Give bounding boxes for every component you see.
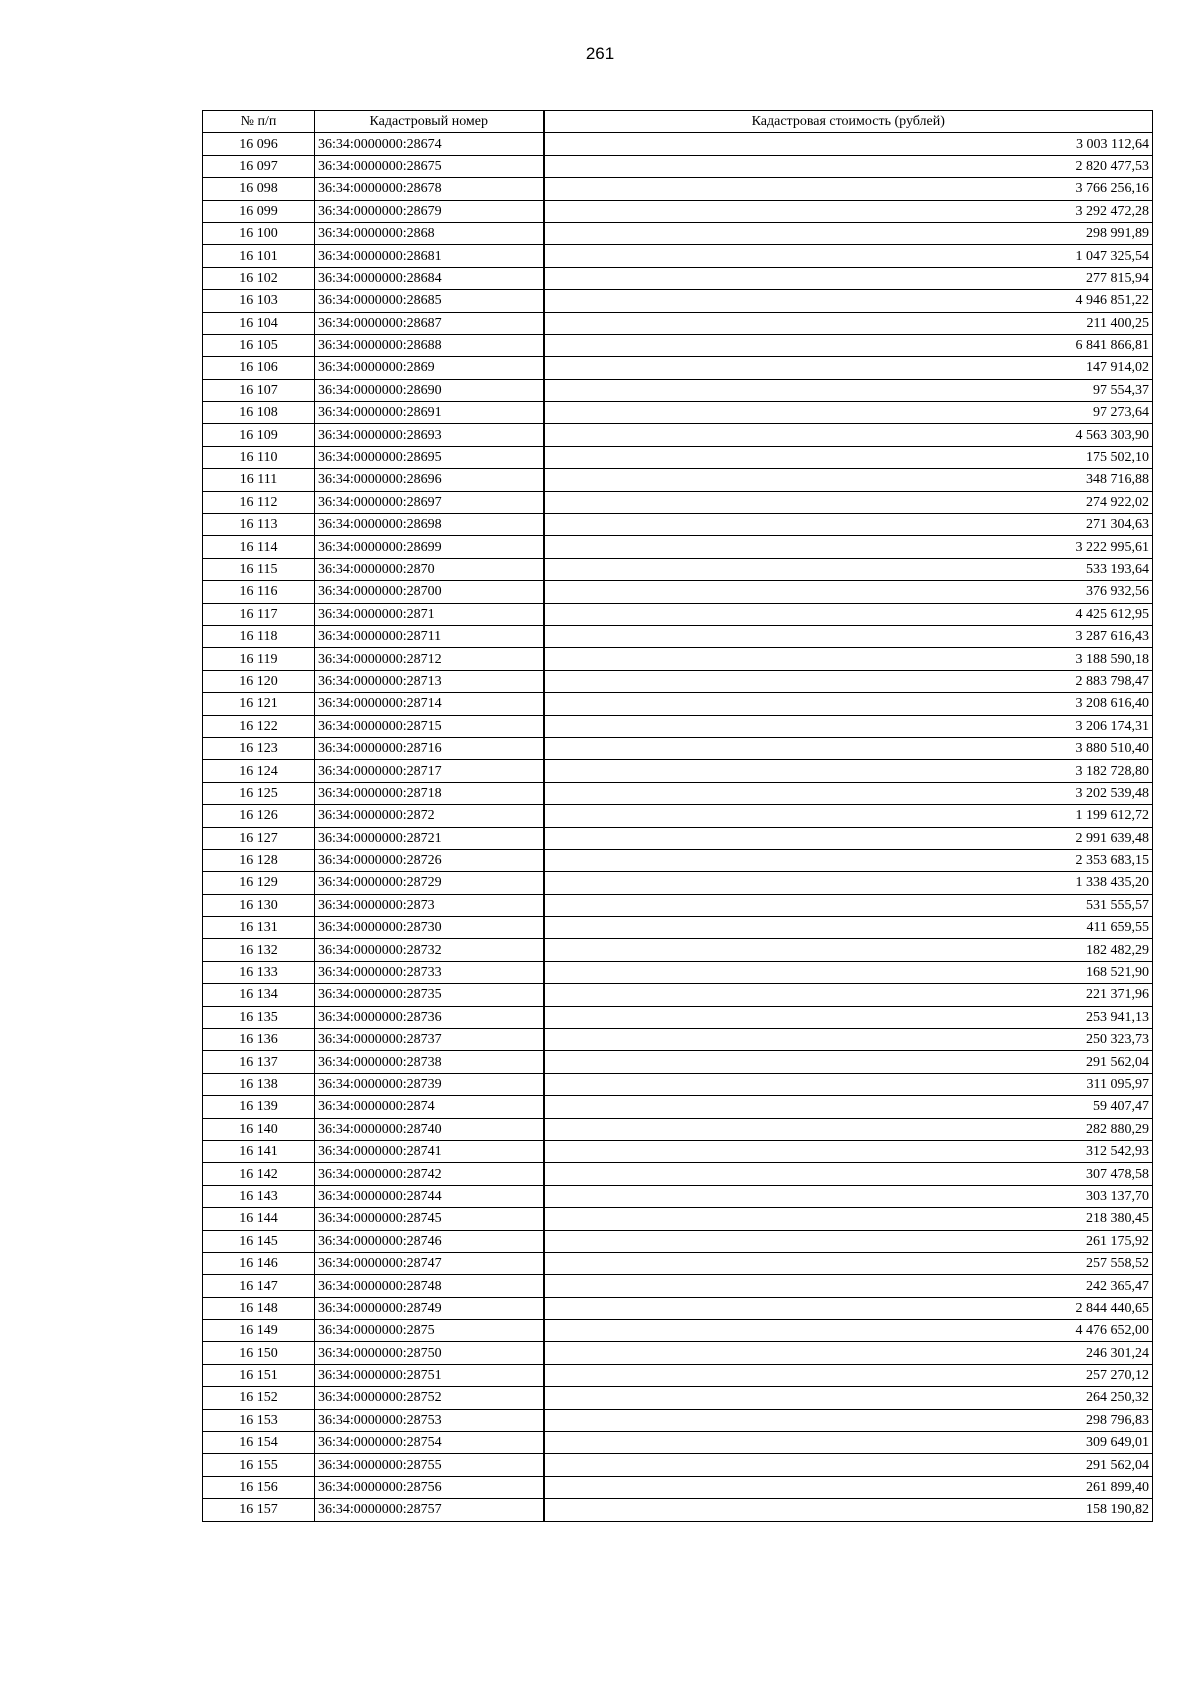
cadastral-value-cell: 253 941,13 xyxy=(544,1006,1153,1028)
cadastral-number-cell: 36:34:0000000:28745 xyxy=(315,1208,544,1230)
table-row xyxy=(203,178,1153,200)
cadastral-number-cell: 36:34:0000000:28729 xyxy=(315,872,544,894)
cadastral-value-cell: 218 380,45 xyxy=(544,1208,1153,1230)
cadastral-number-cell: 36:34:0000000:28697 xyxy=(315,491,544,513)
row-number-cell: 16 098 xyxy=(203,178,315,200)
cadastral-value-cell: 298 796,83 xyxy=(544,1409,1153,1431)
cadastral-number-cell: 36:34:0000000:28717 xyxy=(315,760,544,782)
cadastral-number-cell: 36:34:0000000:28687 xyxy=(315,312,544,334)
row-number-cell: 16 116 xyxy=(203,581,315,603)
row-number-cell: 16 119 xyxy=(203,648,315,670)
table-row xyxy=(203,1476,1153,1498)
cadastral-number-cell: 36:34:0000000:28746 xyxy=(315,1230,544,1252)
table-row xyxy=(203,849,1153,871)
row-number-cell: 16 117 xyxy=(203,603,315,625)
cadastral-number-cell: 36:34:0000000:28721 xyxy=(315,827,544,849)
table-row xyxy=(203,1342,1153,1364)
cadastral-value-cell: 175 502,10 xyxy=(544,446,1153,468)
row-number-cell: 16 099 xyxy=(203,200,315,222)
table-row xyxy=(203,200,1153,222)
row-number-cell: 16 108 xyxy=(203,402,315,424)
cadastral-value-cell: 3 766 256,16 xyxy=(544,178,1153,200)
row-number-cell: 16 147 xyxy=(203,1275,315,1297)
table-body xyxy=(203,133,1153,1521)
cadastral-number-cell: 36:34:0000000:28751 xyxy=(315,1364,544,1386)
table-row xyxy=(203,424,1153,446)
table-row xyxy=(203,491,1153,513)
row-number-cell: 16 150 xyxy=(203,1342,315,1364)
row-number-cell: 16 122 xyxy=(203,715,315,737)
cadastral-value-cell: 147 914,02 xyxy=(544,357,1153,379)
table-row xyxy=(203,603,1153,625)
row-number-cell: 16 104 xyxy=(203,312,315,334)
cadastral-value-cell: 4 425 612,95 xyxy=(544,603,1153,625)
table-row xyxy=(203,737,1153,759)
cadastral-number-cell: 36:34:0000000:28678 xyxy=(315,178,544,200)
table-row xyxy=(203,1163,1153,1185)
row-number-cell: 16 133 xyxy=(203,961,315,983)
table-row xyxy=(203,267,1153,289)
cadastral-value-cell: 264 250,32 xyxy=(544,1387,1153,1409)
row-number-cell: 16 143 xyxy=(203,1185,315,1207)
table-row xyxy=(203,1364,1153,1386)
cadastral-value-cell: 4 563 303,90 xyxy=(544,424,1153,446)
cadastral-number-cell: 36:34:0000000:28735 xyxy=(315,984,544,1006)
row-number-cell: 16 152 xyxy=(203,1387,315,1409)
header-row xyxy=(203,111,1153,133)
table-row xyxy=(203,245,1153,267)
cadastral-number-cell: 36:34:0000000:28736 xyxy=(315,1006,544,1028)
table-row xyxy=(203,558,1153,580)
row-number-cell: 16 114 xyxy=(203,536,315,558)
cadastral-value-cell: 282 880,29 xyxy=(544,1118,1153,1140)
cadastral-number-cell: 36:34:0000000:28737 xyxy=(315,1029,544,1051)
cadastral-value-cell: 257 270,12 xyxy=(544,1364,1153,1386)
table-row xyxy=(203,1230,1153,1252)
table-row xyxy=(203,1006,1153,1028)
table-row xyxy=(203,1275,1153,1297)
row-number-cell: 16 109 xyxy=(203,424,315,446)
cadastral-number-cell: 36:34:0000000:28730 xyxy=(315,917,544,939)
cadastral-value-cell: 211 400,25 xyxy=(544,312,1153,334)
cadastral-value-cell: 1 338 435,20 xyxy=(544,872,1153,894)
row-number-cell: 16 118 xyxy=(203,625,315,647)
cadastral-number-cell: 36:34:0000000:28742 xyxy=(315,1163,544,1185)
cadastral-number-cell: 36:34:0000000:28752 xyxy=(315,1387,544,1409)
cadastral-number-cell: 36:34:0000000:28749 xyxy=(315,1297,544,1319)
row-number-cell: 16 129 xyxy=(203,872,315,894)
table-row xyxy=(203,693,1153,715)
cadastral-value-cell: 221 371,96 xyxy=(544,984,1153,1006)
table-row xyxy=(203,715,1153,737)
cadastral-number-cell: 36:34:0000000:28726 xyxy=(315,849,544,871)
table-row xyxy=(203,469,1153,491)
row-number-cell: 16 126 xyxy=(203,805,315,827)
cadastral-value-cell: 3 222 995,61 xyxy=(544,536,1153,558)
row-number-cell: 16 140 xyxy=(203,1118,315,1140)
cadastral-number-cell: 36:34:0000000:28732 xyxy=(315,939,544,961)
row-number-cell: 16 130 xyxy=(203,894,315,916)
table-row xyxy=(203,984,1153,1006)
cadastral-value-cell: 311 095,97 xyxy=(544,1073,1153,1095)
cadastral-value-cell: 533 193,64 xyxy=(544,558,1153,580)
table-row xyxy=(203,805,1153,827)
row-number-cell: 16 138 xyxy=(203,1073,315,1095)
cadastral-number-cell: 36:34:0000000:28691 xyxy=(315,402,544,424)
cadastral-number-cell: 36:34:0000000:28681 xyxy=(315,245,544,267)
row-number-cell: 16 112 xyxy=(203,491,315,513)
cadastral-value-cell: 246 301,24 xyxy=(544,1342,1153,1364)
row-number-cell: 16 156 xyxy=(203,1476,315,1498)
table-row xyxy=(203,1454,1153,1476)
row-number-cell: 16 141 xyxy=(203,1140,315,1162)
cadastral-number-cell: 36:34:0000000:28713 xyxy=(315,670,544,692)
page-number: 261 xyxy=(585,44,615,63)
cadastral-value-cell: 158 190,82 xyxy=(544,1499,1153,1521)
table-row xyxy=(203,290,1153,312)
table-row xyxy=(203,1051,1153,1073)
table-row xyxy=(203,961,1153,983)
cadastral-value-cell: 3 206 174,31 xyxy=(544,715,1153,737)
cadastral-number-cell: 36:34:0000000:28757 xyxy=(315,1499,544,1521)
cadastral-number-cell: 36:34:0000000:28754 xyxy=(315,1432,544,1454)
cadastral-number-cell: 36:34:0000000:28690 xyxy=(315,379,544,401)
cadastral-value-cell: 257 558,52 xyxy=(544,1252,1153,1274)
cadastral-number-cell: 36:34:0000000:28747 xyxy=(315,1252,544,1274)
cadastral-value-cell: 291 562,04 xyxy=(544,1051,1153,1073)
cadastral-number-cell: 36:34:0000000:28738 xyxy=(315,1051,544,1073)
cadastral-number-cell: 36:34:0000000:28744 xyxy=(315,1185,544,1207)
cadastral-value-cell: 3 287 616,43 xyxy=(544,625,1153,647)
cadastral-value-cell: 274 922,02 xyxy=(544,491,1153,513)
cadastral-value-cell: 4 476 652,00 xyxy=(544,1320,1153,1342)
table-row xyxy=(203,222,1153,244)
cadastral-value-cell: 298 991,89 xyxy=(544,222,1153,244)
table-row xyxy=(203,1252,1153,1274)
row-number-cell: 16 157 xyxy=(203,1499,315,1521)
row-number-cell: 16 136 xyxy=(203,1029,315,1051)
cadastral-value-cell: 182 482,29 xyxy=(544,939,1153,961)
cadastral-value-cell: 4 946 851,22 xyxy=(544,290,1153,312)
table-row xyxy=(203,917,1153,939)
table-row xyxy=(203,1320,1153,1342)
cadastral-value-cell: 309 649,01 xyxy=(544,1432,1153,1454)
row-number-cell: 16 121 xyxy=(203,693,315,715)
table-header xyxy=(203,111,1153,133)
cadastral-value-cell: 261 175,92 xyxy=(544,1230,1153,1252)
row-number-cell: 16 137 xyxy=(203,1051,315,1073)
table-row xyxy=(203,760,1153,782)
row-number-cell: 16 127 xyxy=(203,827,315,849)
table-row xyxy=(203,670,1153,692)
table-row xyxy=(203,379,1153,401)
row-number-cell: 16 148 xyxy=(203,1297,315,1319)
table-row xyxy=(203,1096,1153,1118)
table-row xyxy=(203,827,1153,849)
cadastral-value-cell: 411 659,55 xyxy=(544,917,1153,939)
cadastral-number-cell: 36:34:0000000:28679 xyxy=(315,200,544,222)
cadastral-value-cell: 59 407,47 xyxy=(544,1096,1153,1118)
row-number-cell: 16 135 xyxy=(203,1006,315,1028)
cadastral-number-cell: 36:34:0000000:28699 xyxy=(315,536,544,558)
cadastral-value-cell: 168 521,90 xyxy=(544,961,1153,983)
cadastral-number-cell: 36:34:0000000:2875 xyxy=(315,1320,544,1342)
cadastral-number-cell: 36:34:0000000:28741 xyxy=(315,1140,544,1162)
cadastral-value-cell: 271 304,63 xyxy=(544,514,1153,536)
row-number-cell: 16 107 xyxy=(203,379,315,401)
table-row xyxy=(203,1118,1153,1140)
cadastral-number-cell: 36:34:0000000:28700 xyxy=(315,581,544,603)
cadastral-value-cell: 348 716,88 xyxy=(544,469,1153,491)
row-number-cell: 16 149 xyxy=(203,1320,315,1342)
cadastral-value-cell: 2 844 440,65 xyxy=(544,1297,1153,1319)
table-row xyxy=(203,648,1153,670)
cadastral-value-cell: 531 555,57 xyxy=(544,894,1153,916)
table-row xyxy=(203,536,1153,558)
cadastral-value-cell: 303 137,70 xyxy=(544,1185,1153,1207)
cadastral-value-cell: 3 202 539,48 xyxy=(544,782,1153,804)
row-number-cell: 16 132 xyxy=(203,939,315,961)
cadastral-number-cell: 36:34:0000000:28712 xyxy=(315,648,544,670)
row-number-cell: 16 142 xyxy=(203,1163,315,1185)
table-row xyxy=(203,1432,1153,1454)
cadastral-value-table xyxy=(202,110,1153,1522)
table-row xyxy=(203,1387,1153,1409)
cadastral-number-cell: 36:34:0000000:2874 xyxy=(315,1096,544,1118)
cadastral-number-cell: 36:34:0000000:28715 xyxy=(315,715,544,737)
row-number-cell: 16 134 xyxy=(203,984,315,1006)
cadastral-value-cell: 2 820 477,53 xyxy=(544,155,1153,177)
row-number-cell: 16 110 xyxy=(203,446,315,468)
cadastral-number-cell: 36:34:0000000:28718 xyxy=(315,782,544,804)
cadastral-number-cell: 36:34:0000000:2871 xyxy=(315,603,544,625)
table-row xyxy=(203,625,1153,647)
cadastral-value-cell: 277 815,94 xyxy=(544,267,1153,289)
table-row xyxy=(203,1029,1153,1051)
row-number-cell: 16 113 xyxy=(203,514,315,536)
cadastral-value-cell: 2 991 639,48 xyxy=(544,827,1153,849)
table-row xyxy=(203,1297,1153,1319)
cadastral-value-cell: 242 365,47 xyxy=(544,1275,1153,1297)
header-cadastral-value: Кадастровая стоимость (рублей) xyxy=(544,111,1153,133)
table-row xyxy=(203,939,1153,961)
table-row xyxy=(203,402,1153,424)
row-number-cell: 16 154 xyxy=(203,1432,315,1454)
cadastral-value-cell: 3 188 590,18 xyxy=(544,648,1153,670)
cadastral-number-cell: 36:34:0000000:28675 xyxy=(315,155,544,177)
table-row xyxy=(203,155,1153,177)
table-row xyxy=(203,1499,1153,1521)
row-number-cell: 16 153 xyxy=(203,1409,315,1431)
cadastral-number-cell: 36:34:0000000:28685 xyxy=(315,290,544,312)
cadastral-number-cell: 36:34:0000000:28695 xyxy=(315,446,544,468)
row-number-cell: 16 155 xyxy=(203,1454,315,1476)
cadastral-number-cell: 36:34:0000000:28684 xyxy=(315,267,544,289)
row-number-cell: 16 111 xyxy=(203,469,315,491)
cadastral-number-cell: 36:34:0000000:2868 xyxy=(315,222,544,244)
row-number-cell: 16 103 xyxy=(203,290,315,312)
row-number-cell: 16 123 xyxy=(203,737,315,759)
row-number-cell: 16 097 xyxy=(203,155,315,177)
header-cadastral-number: Кадастровый номер xyxy=(315,111,544,133)
row-number-cell: 16 102 xyxy=(203,267,315,289)
cadastral-value-cell: 1 047 325,54 xyxy=(544,245,1153,267)
row-number-cell: 16 106 xyxy=(203,357,315,379)
cadastral-number-cell: 36:34:0000000:28733 xyxy=(315,961,544,983)
row-number-cell: 16 100 xyxy=(203,222,315,244)
cadastral-value-cell: 261 899,40 xyxy=(544,1476,1153,1498)
row-number-cell: 16 146 xyxy=(203,1252,315,1274)
row-number-cell: 16 125 xyxy=(203,782,315,804)
table-row xyxy=(203,334,1153,356)
table-row xyxy=(203,357,1153,379)
table-row xyxy=(203,1140,1153,1162)
cadastral-number-cell: 36:34:0000000:28755 xyxy=(315,1454,544,1476)
cadastral-value-cell: 6 841 866,81 xyxy=(544,334,1153,356)
cadastral-number-cell: 36:34:0000000:2870 xyxy=(315,558,544,580)
row-number-cell: 16 096 xyxy=(203,133,315,155)
cadastral-number-cell: 36:34:0000000:2873 xyxy=(315,894,544,916)
cadastral-number-cell: 36:34:0000000:28750 xyxy=(315,1342,544,1364)
cadastral-number-cell: 36:34:0000000:28748 xyxy=(315,1275,544,1297)
cadastral-value-cell: 97 554,37 xyxy=(544,379,1153,401)
cadastral-number-cell: 36:34:0000000:28698 xyxy=(315,514,544,536)
cadastral-value-cell: 1 199 612,72 xyxy=(544,805,1153,827)
table-row xyxy=(203,312,1153,334)
cadastral-value-cell: 307 478,58 xyxy=(544,1163,1153,1185)
table-row xyxy=(203,133,1153,155)
row-number-cell: 16 145 xyxy=(203,1230,315,1252)
cadastral-number-cell: 36:34:0000000:28714 xyxy=(315,693,544,715)
cadastral-value-cell: 3 880 510,40 xyxy=(544,737,1153,759)
cadastral-value-cell: 3 208 616,40 xyxy=(544,693,1153,715)
cadastral-number-cell: 36:34:0000000:2872 xyxy=(315,805,544,827)
cadastral-number-cell: 36:34:0000000:2869 xyxy=(315,357,544,379)
table-row xyxy=(203,514,1153,536)
row-number-cell: 16 120 xyxy=(203,670,315,692)
cadastral-number-cell: 36:34:0000000:28688 xyxy=(315,334,544,356)
table-row xyxy=(203,1409,1153,1431)
cadastral-number-cell: 36:34:0000000:28756 xyxy=(315,1476,544,1498)
cadastral-number-cell: 36:34:0000000:28739 xyxy=(315,1073,544,1095)
table-row xyxy=(203,1073,1153,1095)
row-number-cell: 16 151 xyxy=(203,1364,315,1386)
cadastral-number-cell: 36:34:0000000:28753 xyxy=(315,1409,544,1431)
cadastral-value-cell: 2 353 683,15 xyxy=(544,849,1153,871)
header-row-number: № п/п xyxy=(203,111,315,133)
cadastral-number-cell: 36:34:0000000:28740 xyxy=(315,1118,544,1140)
cadastral-value-cell: 3 292 472,28 xyxy=(544,200,1153,222)
cadastral-value-cell: 3 182 728,80 xyxy=(544,760,1153,782)
row-number-cell: 16 131 xyxy=(203,917,315,939)
cadastral-number-cell: 36:34:0000000:28711 xyxy=(315,625,544,647)
table-row xyxy=(203,782,1153,804)
table-row xyxy=(203,446,1153,468)
cadastral-value-cell: 2 883 798,47 xyxy=(544,670,1153,692)
cadastral-value-cell: 312 542,93 xyxy=(544,1140,1153,1162)
cadastral-value-cell: 3 003 112,64 xyxy=(544,133,1153,155)
table-row xyxy=(203,1185,1153,1207)
cadastral-number-cell: 36:34:0000000:28716 xyxy=(315,737,544,759)
cadastral-value-cell: 97 273,64 xyxy=(544,402,1153,424)
table-row xyxy=(203,1208,1153,1230)
row-number-cell: 16 101 xyxy=(203,245,315,267)
cadastral-value-cell: 376 932,56 xyxy=(544,581,1153,603)
row-number-cell: 16 105 xyxy=(203,334,315,356)
cadastral-number-cell: 36:34:0000000:28674 xyxy=(315,133,544,155)
row-number-cell: 16 144 xyxy=(203,1208,315,1230)
table-row xyxy=(203,872,1153,894)
table-row xyxy=(203,894,1153,916)
row-number-cell: 16 124 xyxy=(203,760,315,782)
cadastral-value-cell: 250 323,73 xyxy=(544,1029,1153,1051)
cadastral-number-cell: 36:34:0000000:28696 xyxy=(315,469,544,491)
row-number-cell: 16 139 xyxy=(203,1096,315,1118)
table-row xyxy=(203,581,1153,603)
row-number-cell: 16 128 xyxy=(203,849,315,871)
row-number-cell: 16 115 xyxy=(203,558,315,580)
cadastral-number-cell: 36:34:0000000:28693 xyxy=(315,424,544,446)
cadastral-value-cell: 291 562,04 xyxy=(544,1454,1153,1476)
